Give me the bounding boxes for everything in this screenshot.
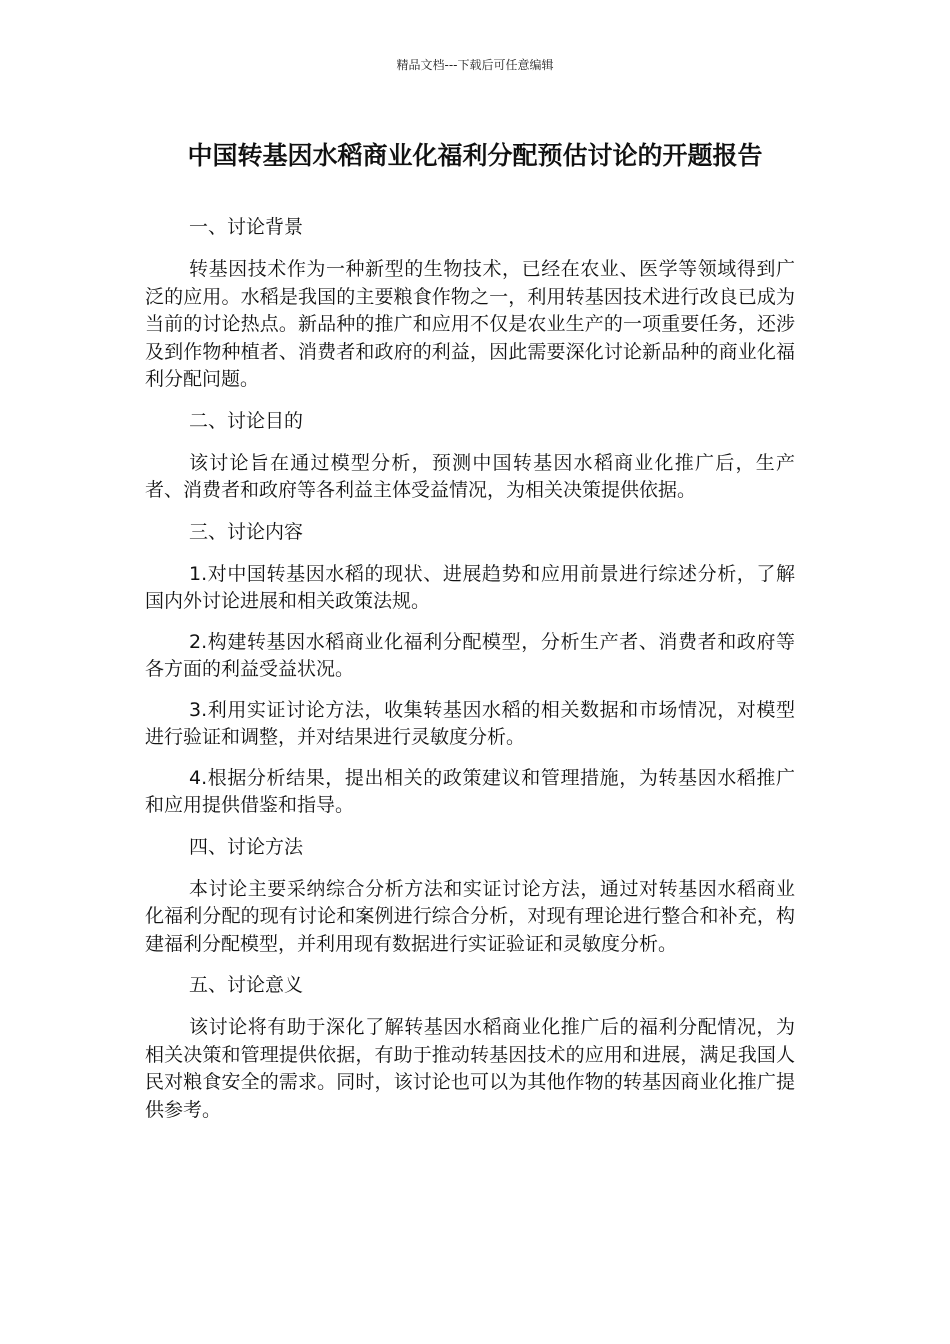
document-body: [145, 213, 795, 1137]
list-item: 3.利用实证讨论方法，收集转基因水稻的相关数据和市场情况，对模型进行验证和调整，并对结果进行灵敏度分析。: [145, 698, 795, 748]
section-heading: 五、讨论意义: [189, 974, 304, 996]
list-item: 2.构建转基因水稻商业化福利分配模型，分析生产者、消费者和政府等各方面的利益受益状况。: [145, 630, 795, 680]
list-item: 4.根据分析结果，提出相关的政策建议和管理措施，为转基因水稻推广和应用提供借鉴和指导。: [145, 766, 795, 816]
document-title: 中国转基因水稻商业化福利分配预估讨论的开题报告: [187, 141, 763, 170]
section-purpose: [145, 407, 795, 505]
section-background: [145, 213, 795, 394]
paragraph: 该讨论将有助于深化了解转基因水稻商业化推广后的福利分配情况，为相关决策和管理提供依据，有助于推动转基因技术的应用和进展，满足我国人民对粮食安全的需求。同时，该讨论也可以为其他作物的转基因商业化推广提供参考。: [145, 1016, 795, 1121]
section-heading: 三、讨论内容: [189, 520, 304, 543]
paragraph: 本讨论主要采纳综合分析方法和实证讨论方法，通过对转基因水稻商业化福利分配的现有讨论和案例进行综合分析，对现有理论进行整合和补充，构建福利分配模型，并利用现有数据进行实证验证和灵敏度分析。: [145, 877, 795, 955]
section-heading: 二、讨论目的: [189, 409, 304, 432]
section-heading: 一、讨论背景: [189, 216, 304, 238]
section-content: [145, 518, 795, 820]
paragraph: 转基因技术作为一种新型的生物技术，已经在农业、医学等领域得到广泛的应用。水稻是我国的主要粮食作物之一，利用转基因技术进行改良已成为当前的讨论热点。新品种的推广和应用不仅是农业生产的一项重要任务，还涉及到作物种植者、消费者和政府的利益，因此需要深化讨论新品种的商业化福利分配问题。: [145, 258, 795, 390]
section-significance: [145, 971, 795, 1124]
page-header-note: 精品文档---下载后可任意编辑: [396, 58, 554, 72]
list-item: 1.对中国转基因水稻的现状、进展趋势和应用前景进行综述分析，了解国内外讨论进展和相关政策法规。: [145, 562, 795, 612]
paragraph: 该讨论旨在通过模型分析，预测中国转基因水稻商业化推广后，生产者、消费者和政府等各利益主体受益情况，为相关决策提供依据。: [145, 451, 795, 501]
section-method: [145, 833, 795, 959]
section-heading: 四、讨论方法: [189, 835, 304, 858]
